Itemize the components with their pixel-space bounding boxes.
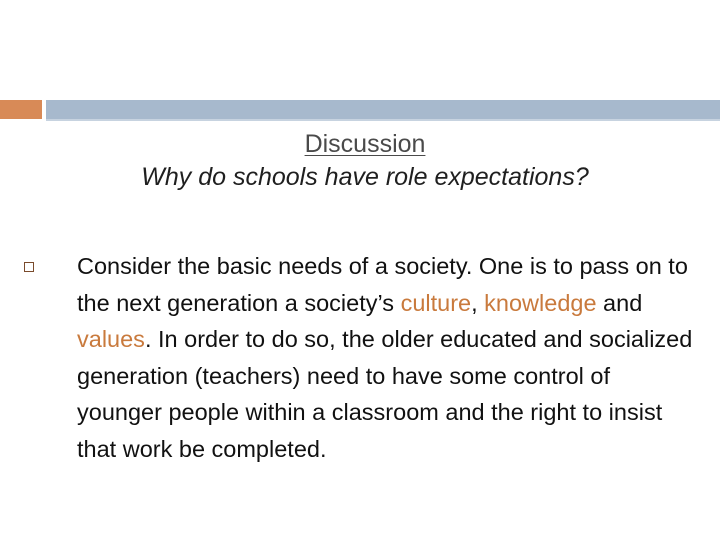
term-knowledge: knowledge <box>484 289 597 316</box>
term-values: values <box>77 326 145 352</box>
header-bar-shadow <box>46 119 720 121</box>
square-bullet-icon <box>24 262 34 272</box>
term-culture: culture <box>400 289 472 316</box>
separator-1: , <box>471 289 485 316</box>
separator-2: and <box>596 289 643 316</box>
bullet-paragraph <box>77 248 697 467</box>
title-question: Why do schools have role expectations? <box>141 163 589 191</box>
slide-title <box>0 128 720 194</box>
accent-bar <box>0 100 42 119</box>
discussion-heading: Discussion <box>304 130 426 158</box>
paragraph-text-part1: Consider the basic needs of a society. One is to pass on to the next generation a society’s <box>77 253 688 316</box>
paragraph-text-part2: . In order to do so, the older educated and socialized generation (teachers) need to have some control of younger people within a classroom and the right to insist that work be completed. <box>77 326 693 462</box>
header-bar <box>46 100 720 119</box>
